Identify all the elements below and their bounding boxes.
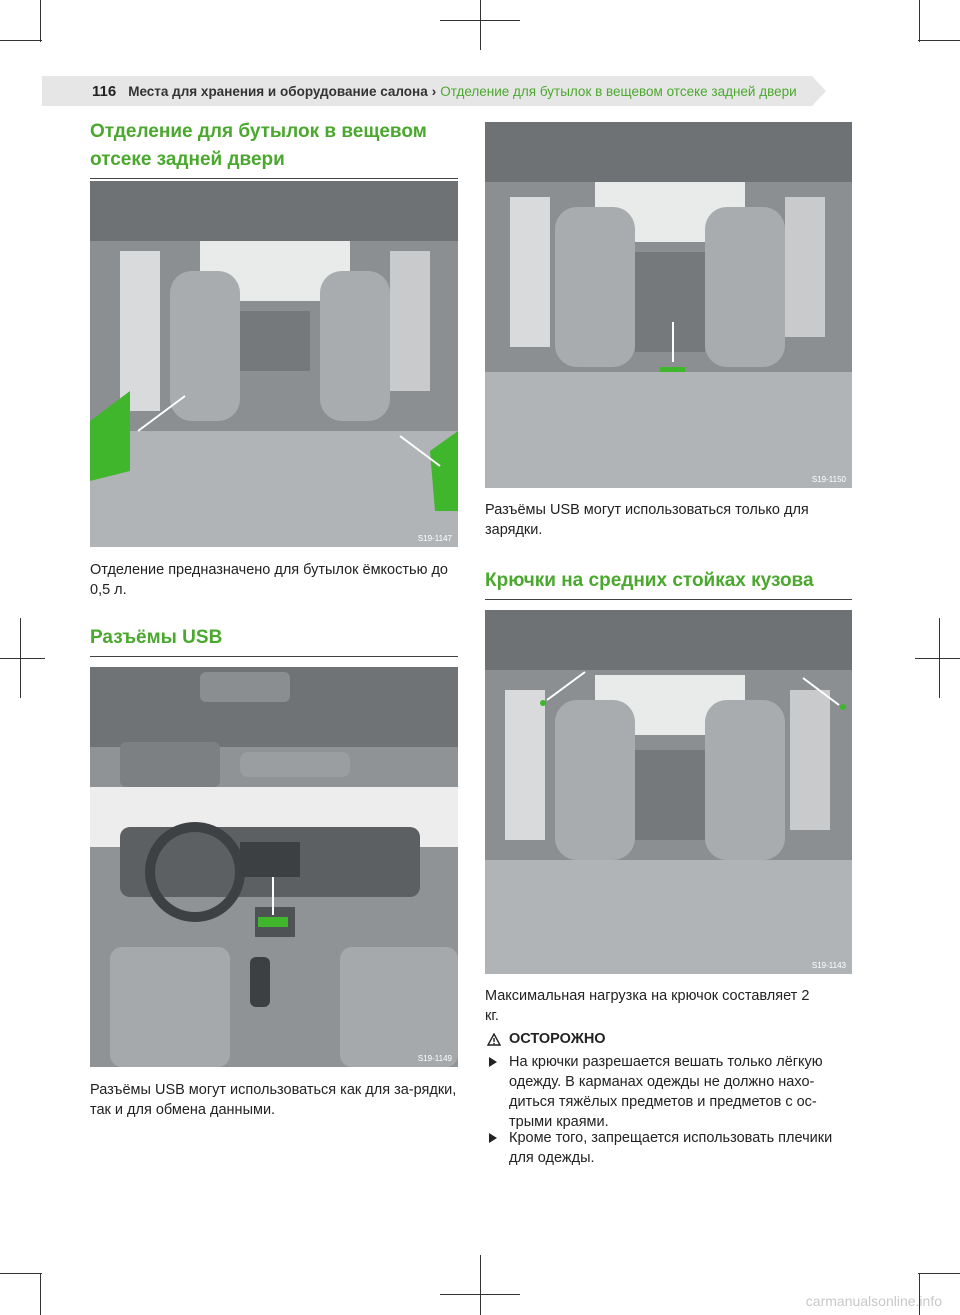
heading-usb: Разъёмы USB [90,624,458,657]
warning-title [487,1031,606,1047]
text-bottle-compartment: Отделение предназначено для бутылок ёмкостью до 0,5 л. [90,562,448,598]
figure-code: S19-1147 [417,534,452,543]
breadcrumb-arrow [812,76,826,106]
crop-mark [919,0,920,42]
heading-bottle-compartment: Отделение для бутылок в вещевом отсеке задней двери [90,118,458,179]
warning-item-text: Кроме того, запрещается использовать плечики для одежды. [509,1130,833,1166]
breadcrumb-current: Отделение для бутылок в вещевом отсеке задней двери [440,83,797,99]
figure-bottle-compartment [90,181,458,547]
breadcrumb [42,76,812,106]
text-hooks: Максимальная нагрузка на крючок составляет 2 кг. [485,988,810,1024]
breadcrumb-section[interactable]: Места для хранения и оборудование салона [128,83,428,99]
warning-icon [487,1033,501,1046]
crop-mark [480,0,481,50]
text-usb-front: Разъёмы USB могут использоваться как для за-рядки, так и для обмена данными. [90,1082,457,1118]
figure-hooks [485,610,852,974]
breadcrumb-separator: › [431,83,437,99]
dashboard-illustration [90,667,458,1067]
crop-mark [440,1294,520,1295]
crop-mark [40,0,41,42]
crop-mark [480,1255,481,1315]
warning-item-text: На крючки разрешается вешать только лёгкую одежду. В карманах одежды не должно нахо-диться тяжёлых предметов и предметов с ос-трыми краями. [509,1054,823,1130]
rear-console-illustration [485,122,852,488]
page-number: 116 [92,82,117,100]
figure-usb-rear [485,122,852,488]
figure-code: S19-1149 [417,1054,452,1063]
crop-mark [918,40,960,41]
crop-mark [0,658,45,659]
rear-interior-illustration [90,181,458,547]
figure-usb-front [90,667,458,1067]
warning-item [485,1128,845,1168]
figure-code: S19-1143 [811,961,846,970]
bullet-icon [489,1133,497,1143]
crop-mark [440,20,520,21]
watermark: carmanualsonline.info [805,1293,942,1309]
warning-item [485,1052,845,1132]
bullet-icon [489,1057,497,1067]
hooks-illustration [485,610,852,974]
crop-mark [915,658,960,659]
crop-mark [0,40,42,41]
text-usb-rear: Разъёмы USB могут использоваться только для зарядки. [485,502,809,538]
crop-mark [918,1273,960,1274]
figure-code: S19-1150 [811,475,846,484]
heading-hooks: Крючки на средних стойках кузова [485,567,852,600]
crop-mark [0,1273,42,1274]
warning-title-text: ОСТОРОЖНО [509,1031,606,1047]
crop-mark [40,1273,41,1315]
